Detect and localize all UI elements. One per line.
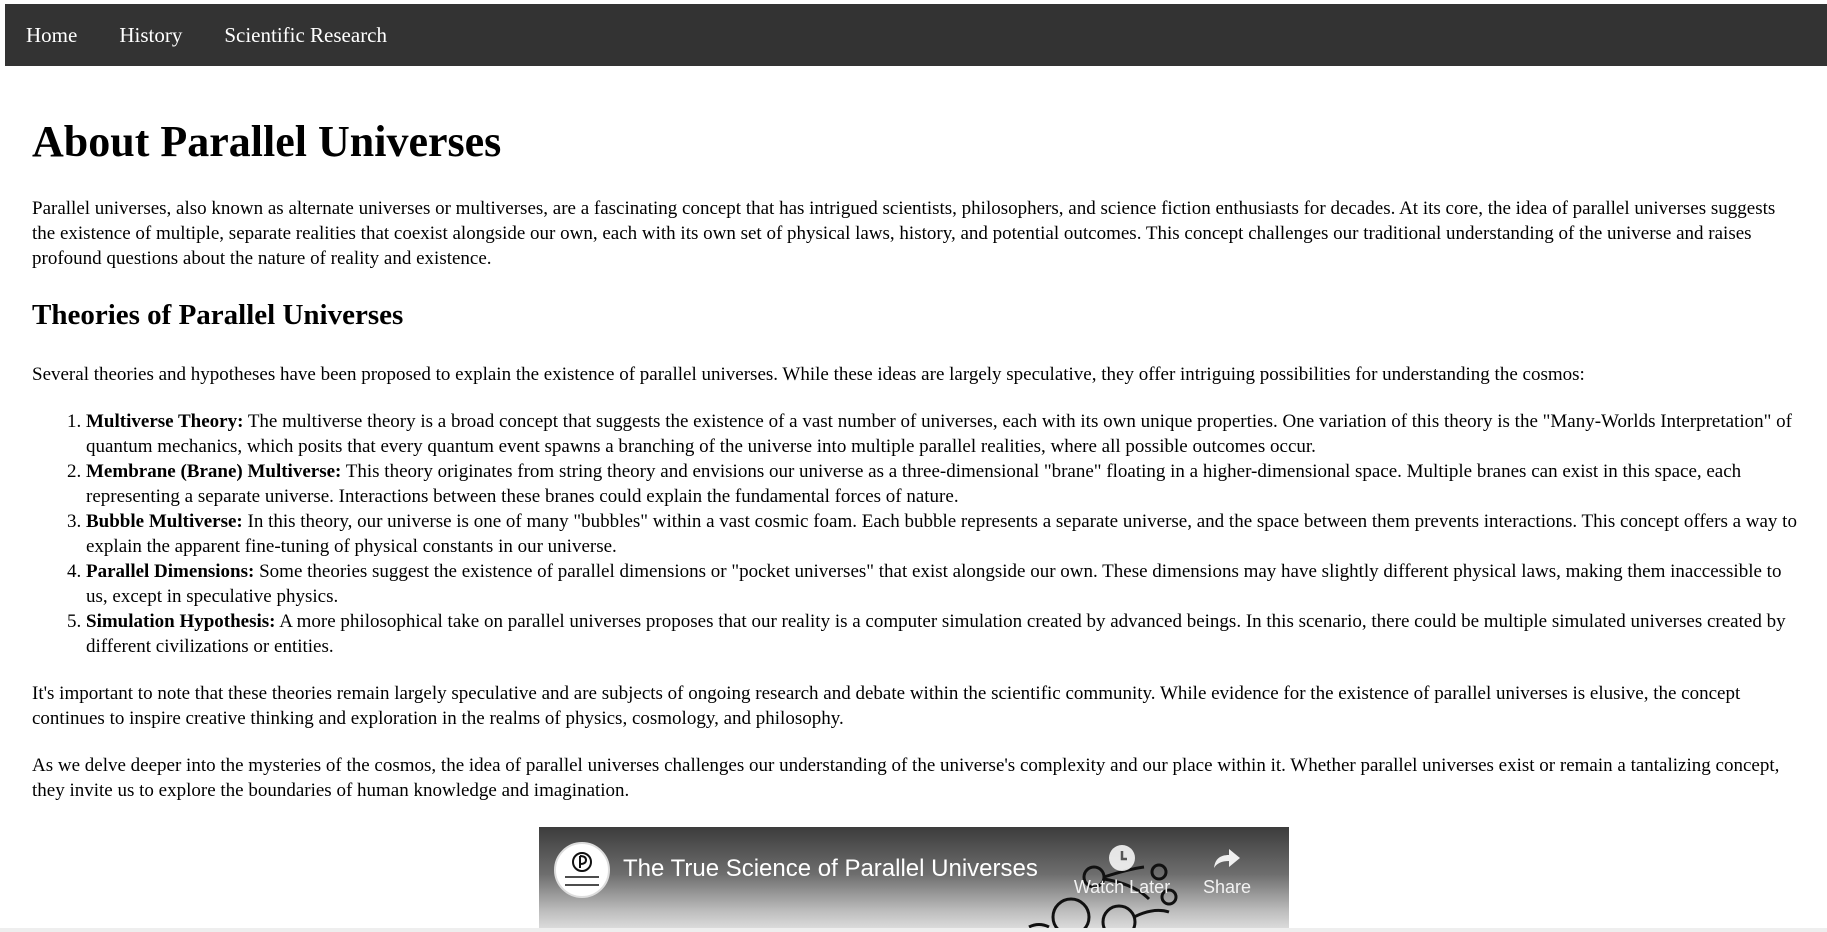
list-item bbox=[86, 409, 1802, 459]
theory-description: Some theories suggest the existence of parallel dimensions or "pocket universes" that exist alongside our own. These dimensions may have slightly different physical laws, making them inaccessible to us, except in speculative physics. bbox=[86, 561, 1782, 607]
page-title: About Parallel Universes bbox=[32, 117, 502, 166]
video-embed[interactable] bbox=[539, 827, 1289, 932]
window-bottom-edge bbox=[0, 928, 1827, 932]
theories-list bbox=[32, 409, 1802, 659]
share-icon bbox=[1212, 843, 1242, 873]
list-item bbox=[86, 609, 1802, 659]
list-item bbox=[86, 459, 1802, 509]
theory-name: Bubble Multiverse: bbox=[86, 511, 243, 532]
theory-name: Simulation Hypothesis: bbox=[86, 611, 276, 632]
list-item bbox=[86, 509, 1802, 559]
channel-logo-icon[interactable] bbox=[554, 842, 610, 898]
nav-history-link[interactable]: History bbox=[119, 23, 183, 47]
top-navigation bbox=[5, 4, 1827, 66]
theory-name: Membrane (Brane) Multiverse: bbox=[86, 461, 342, 482]
theory-name: Multiverse Theory: bbox=[86, 411, 244, 432]
video-title[interactable]: The True Science of Parallel Universes bbox=[623, 855, 1038, 882]
theory-name: Parallel Dimensions: bbox=[86, 561, 255, 582]
theory-description: The multiverse theory is a broad concept that suggests the existence of a vast number of universes, each with its own unique properties. One variation of this theory is the "Many-Worlds Interpretation" of quantum mechanics, which posits that every quantum event spawns a branching of the universe into multiple parallel realities, where all possible outcomes occur. bbox=[86, 411, 1792, 457]
theories-intro-paragraph: Several theories and hypotheses have been proposed to explain the existence of parallel universes. While these ideas are largely speculative, they offer intriguing possibilities for understanding the cosmos: bbox=[32, 364, 1585, 385]
watch-later-label: Watch Later bbox=[1073, 877, 1171, 897]
clock-icon bbox=[1107, 843, 1137, 873]
theory-description: This theory originates from string theory and envisions our universe as a three-dimensional "brane" floating in a higher-dimensional space. Multiple branes can exist in this space, each representing a separate universe. Interactions between these branes could explain the fundamental forces of nature. bbox=[86, 461, 1742, 507]
nav-scientific-research-link[interactable]: Scientific Research bbox=[224, 23, 388, 47]
closing-paragraph: As we delve deeper into the mysteries of the cosmos, the idea of parallel universes challenges our understanding of the universe's complexity and our place within it. Whether parallel universes exist or remain a tantalizing concept, they invite us to explore the boundaries of human knowledge and imagination. bbox=[32, 755, 1780, 801]
intro-paragraph: Parallel universes, also known as alternate universes or multiverses, are a fascinating concept that has intrigued scientists, philosophers, and science fiction enthusiasts for decades. At its core, the idea of parallel universes suggests the existence of multiple, separate realities that coexist alongside our own, each with its own set of physical laws, history, and potential outcomes. This concept challenges our traditional understanding of the universe and raises profound questions about the nature of reality and existence. bbox=[32, 198, 1776, 269]
list-item bbox=[86, 559, 1802, 609]
share-button[interactable] bbox=[1187, 843, 1267, 898]
note-paragraph: It's important to note that these theories remain largely speculative and are subjects of ongoing research and debate within the scientific community. While evidence for the existence of parallel universes is elusive, the concept continues to inspire creative thinking and exploration in the realms of physics, cosmology, and philosophy. bbox=[32, 683, 1741, 729]
nav-home-link[interactable]: Home bbox=[26, 23, 78, 47]
theories-heading: Theories of Parallel Universes bbox=[32, 299, 404, 331]
minute-physics-logo-icon bbox=[556, 844, 608, 896]
share-label: Share bbox=[1202, 877, 1252, 897]
watch-later-button[interactable] bbox=[1067, 843, 1177, 898]
theory-description: A more philosophical take on parallel universes proposes that our reality is a computer simulation created by advanced beings. In this scenario, there could be multiple simulated universes created by different civilizations or entities. bbox=[86, 611, 1786, 657]
theory-description: In this theory, our universe is one of many "bubbles" within a vast cosmic foam. Each bubble represents a separate universe, and the space between them prevents interactions. This concept offers a way to explain the apparent fine-tuning of physical constants in our universe. bbox=[86, 511, 1797, 557]
main-content bbox=[32, 66, 1802, 825]
